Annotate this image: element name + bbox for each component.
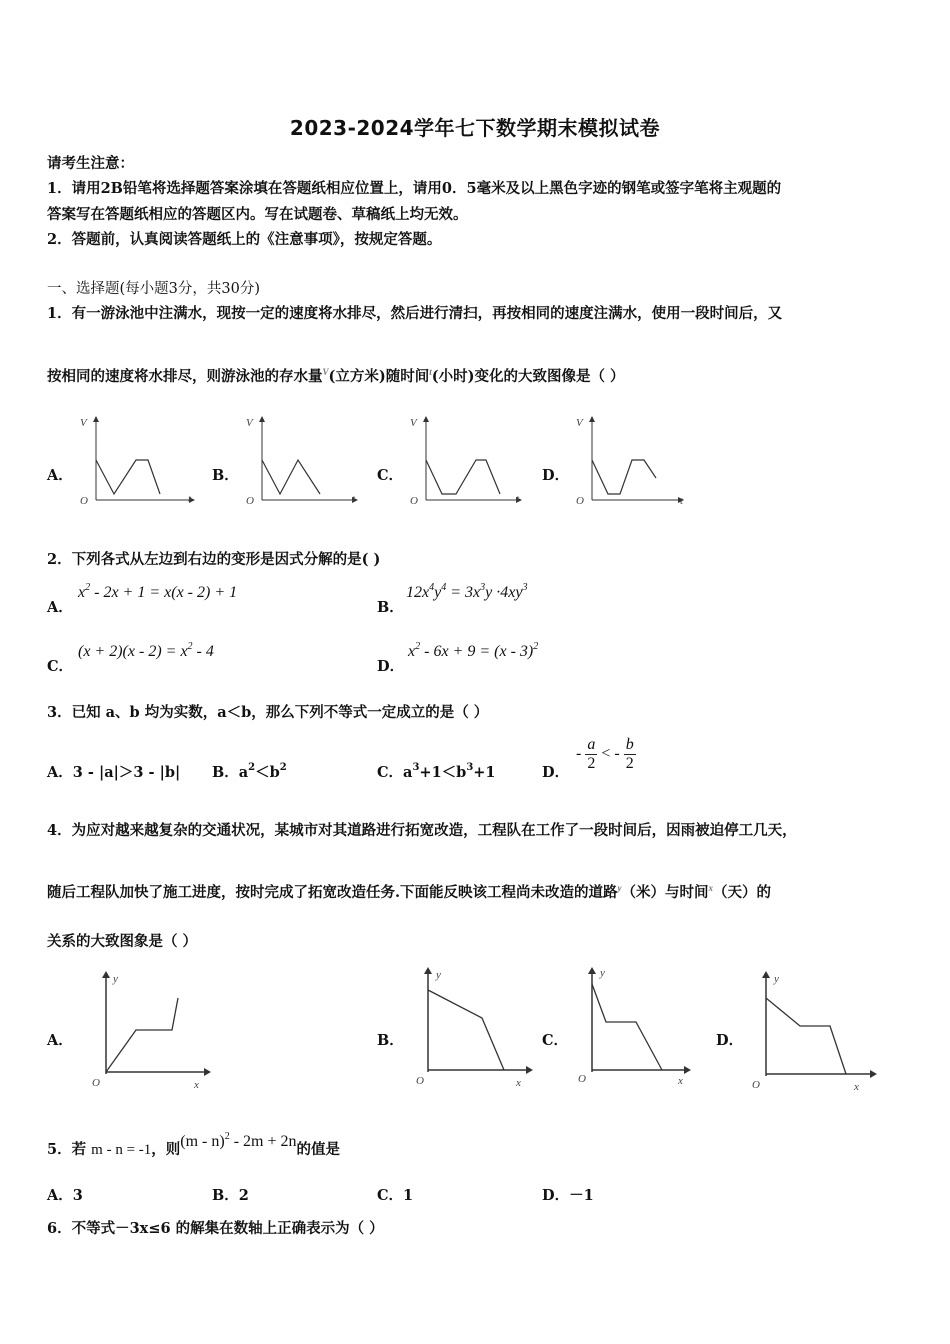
q4-line-2c: （天）的 (713, 884, 772, 901)
q1a-axis-v: V (80, 417, 87, 429)
q4-line-2a: 随后工程队加快了施工进度，按时完成了拓宽改造任务.下面能反映该工程尚未改造的道路 (47, 884, 618, 901)
q1-line-2 (47, 365, 625, 386)
q3-option-d-label[interactable]: D． (542, 764, 570, 781)
q5-prefix: 5．若 (47, 1141, 87, 1158)
q5-condition: m - n = -1 (91, 1142, 152, 1158)
q4-var-x: x (708, 883, 714, 893)
q1a-origin: O (80, 495, 88, 507)
q2-option-c-label[interactable]: C． (47, 658, 74, 675)
q2-option-b-label[interactable]: B． (377, 599, 404, 616)
q2-option-a-label[interactable]: A． (47, 599, 73, 616)
q4d-axis-x: x (854, 1081, 859, 1093)
q3-option-b[interactable]: B．$a^2<b^2$ (212, 762, 287, 781)
q4-graph-b (410, 962, 535, 1092)
q4-option-b[interactable]: B． (377, 1032, 404, 1049)
q4c-axis-x: x (678, 1075, 683, 1087)
q4-line-3: 关系的大致图象是（ ） (47, 933, 198, 950)
q3-option-d-expr: - $\frac{a}{2}$ < - $\frac{b}{2}$ (576, 736, 634, 772)
q1-graph-b (240, 412, 365, 508)
q4-option-a[interactable]: A． (47, 1032, 73, 1049)
q4d-axis-y: y (774, 973, 779, 985)
q3-option-b-label: B． (212, 764, 239, 781)
q3-option-a[interactable]: A．3 - |a|＞3 - |b| (47, 764, 181, 781)
q1-option-c[interactable]: C． (377, 467, 404, 484)
q2-option-d-label[interactable]: D． (377, 658, 405, 675)
q4-line-2b: （米）与时间 (621, 884, 709, 901)
q1d-axis-v: V (576, 417, 583, 429)
q5-stem (47, 1131, 341, 1159)
q1-option-d[interactable]: D． (542, 467, 570, 484)
section-heading: 一、选择题(每小题3分，共30分) (47, 281, 260, 297)
q1b-origin: O (246, 495, 254, 507)
q1-option-a[interactable]: A． (47, 467, 73, 484)
q2-option-c-expr: $(x + 2)(x - 2) = x^2 - 4$ (78, 641, 214, 660)
q5-option-d[interactable]: D．－1 (542, 1187, 594, 1204)
q5-suffix: 的值是 (296, 1141, 341, 1158)
q4-option-c[interactable]: C． (542, 1032, 569, 1049)
q1b-axis-t: t (352, 493, 356, 505)
q4c-axis-y: y (600, 967, 605, 979)
notice-line-1a: 1．请用2B铅笔将选择题答案涂填在答题纸相应位置上，请用0．5毫米及以上黑色字迹的钢笔或签字笔将主观题的 (47, 180, 782, 197)
q2-option-b-expr: $12x^4y^4 = 3x^3y \cdot 4xy^3$ (406, 582, 528, 601)
notice-line-2: 2．答题前，认真阅读答题纸上的《注意事项》，按规定答题。 (47, 231, 442, 248)
q6-stem: 6．不等式－3x≤6 的解集在数轴上正确表示为（ ） (47, 1220, 384, 1237)
q1-line-2a: 按相同的速度将水排尽，则游泳池的存水量 (47, 368, 323, 385)
q5-expression: (m - n)$^2$ - 2m + 2n (180, 1131, 297, 1150)
q1-line-1: 1．有一游泳池中注满水，现按一定的速度将水排尽，然后进行清扫，再按相同的速度注满水，使用一段时间后，又 (47, 305, 783, 322)
q5-option-a[interactable]: A．3 (47, 1187, 83, 1204)
q5-option-c[interactable]: C．1 (377, 1187, 414, 1204)
q4a-axis-x: x (194, 1079, 199, 1091)
q1-line-2b: (立方米)随时间 (328, 368, 430, 385)
q4-option-d[interactable]: D． (716, 1032, 744, 1049)
q1-var-t: t (429, 367, 432, 377)
notice-line-1b: 答案写在答题纸相应的答题区内。写在试题卷、草稿纸上均无效。 (47, 206, 468, 223)
q4d-origin: O (752, 1079, 760, 1091)
q4-graph-c (574, 962, 699, 1092)
q2-option-a-expr: $x^2 - 2x + 1 = x(x - 2) + 1$ (78, 582, 238, 601)
q4-graph-a (88, 966, 213, 1094)
q4b-axis-x: x (516, 1077, 521, 1089)
q1d-axis-t: t (680, 495, 684, 507)
q1-graph-c (404, 412, 529, 508)
q3-stem: 3．已知 a、b 均为实数，a＜b，那么下列不等式一定成立的是（ ） (47, 704, 489, 721)
q1d-origin: O (576, 495, 584, 507)
q4-line-1: 4．为应对越来越复杂的交通状况，某城市对其道路进行拓宽改造，工程队在工作了一段时间后，因雨被迫停工几天， (47, 822, 797, 839)
q1b-axis-v: V (246, 417, 253, 429)
notice-heading: 请考生注意： (47, 155, 134, 172)
page-title: 2023-2024学年七下数学期末模拟试卷 (289, 116, 661, 140)
q4b-axis-y: y (436, 969, 441, 981)
q5-mid: ，则 (151, 1141, 181, 1158)
q3-option-c-label: C． (377, 764, 404, 781)
q1c-axis-t: t (516, 493, 520, 505)
q1a-axis-t: t (188, 493, 192, 505)
q3-option-c[interactable]: C．$a^3+1<b^3+1$ (377, 762, 496, 781)
q1-var-v: V (322, 367, 329, 377)
q4c-origin: O (578, 1073, 586, 1085)
q4a-axis-y: y (113, 973, 118, 985)
q4-var-y: y (617, 883, 622, 893)
q5-option-b[interactable]: B．2 (212, 1187, 249, 1204)
q2-stem: 2．下列各式从左边到右边的变形是因式分解的是( ) (47, 551, 381, 568)
q1-line-2c: (小时)变化的大致图像是（ ） (431, 368, 625, 385)
q4-line-2 (47, 881, 771, 902)
q1-option-b[interactable]: B． (212, 467, 239, 484)
q1-graph-a (74, 412, 199, 508)
q4-graph-d (748, 966, 883, 1096)
q4b-origin: O (416, 1075, 424, 1087)
q1-graph-d (570, 412, 695, 508)
q1c-origin: O (410, 495, 418, 507)
q4a-origin: O (92, 1077, 100, 1089)
q2-option-d-expr: $x^2 - 6x + 9 = (x - 3)^2$ (408, 641, 539, 660)
q1c-axis-v: V (410, 417, 417, 429)
